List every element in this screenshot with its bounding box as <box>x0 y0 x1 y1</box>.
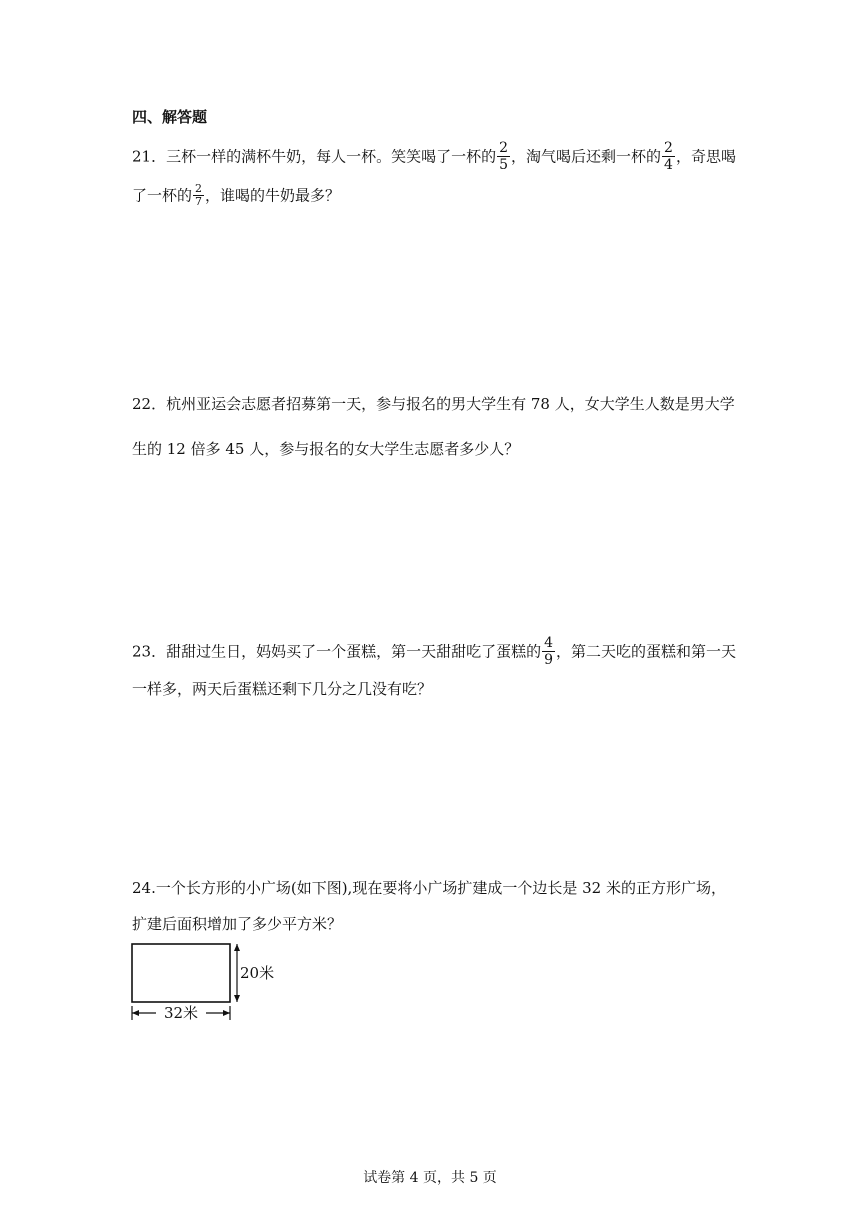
page-footer: 试卷第 4 页，共 5 页 <box>363 1170 497 1186</box>
fraction-numerator: 2 <box>664 140 673 156</box>
rectangle-diagram <box>124 940 274 1030</box>
question-21-line-2 <box>132 184 340 209</box>
fraction-two-sevenths <box>193 183 204 208</box>
q23-text-b: ，第二天吃的蛋糕和第一天 <box>556 642 737 661</box>
fraction-denominator: 9 <box>544 652 554 668</box>
q21-text-a: 21．三杯一样的满杯牛奶，每人一杯。笑笑喝了一杯的 <box>132 147 497 166</box>
width-arrow-left-icon <box>132 1010 139 1016</box>
question-23-line-2: 一样多，两天后蛋糕还剩下几分之几没有吃？ <box>132 680 433 698</box>
question-22-line-2: 生的 12 倍多 45 人，参与报名的女大学生志愿者多少人？ <box>132 440 520 458</box>
fraction-two-fifths <box>497 140 510 173</box>
question-21-line-1 <box>132 141 736 174</box>
height-arrow-up-icon <box>234 944 240 951</box>
question-22-line-1: 22．杭州亚运会志愿者招募第一天，参与报名的男大学生有 78 人，女大学生人数是男大学 <box>132 395 735 413</box>
fraction-numerator: 4 <box>544 635 554 651</box>
fraction-denominator: 4 <box>664 157 673 173</box>
rectangle-shape <box>132 944 230 1002</box>
question-24-line-2: 扩建后面积增加了多少平方米？ <box>132 915 343 933</box>
section-title: 四、解答题 <box>132 108 208 126</box>
width-arrow-right-icon <box>223 1010 230 1016</box>
width-label: 32米 <box>163 1004 199 1022</box>
question-24-line-1: 24.一个长方形的小广场(如下图),现在要将小广场扩建成一个边长是 32 米的正方形广场， <box>132 879 726 897</box>
q21-text-d: 了一杯的 <box>132 186 193 205</box>
fraction-denominator: 7 <box>195 195 203 208</box>
q21-text-b: ，淘气喝后还剩一杯的 <box>511 147 662 166</box>
q21-text-e: ，谁喝的牛奶最多？ <box>205 186 341 205</box>
q21-text-c: ，奇思喝 <box>675 147 736 166</box>
fraction-denominator: 5 <box>499 157 509 173</box>
height-label: 20米 <box>240 964 274 982</box>
fraction-four-ninths <box>542 635 555 668</box>
fraction-numerator: 2 <box>195 182 203 195</box>
question-23-line-1 <box>132 636 736 669</box>
q23-text-a: 23．甜甜过生日，妈妈买了一个蛋糕，第一天甜甜吃了蛋糕的 <box>132 642 542 661</box>
fraction-two-fourths <box>662 140 675 173</box>
fraction-numerator: 2 <box>499 140 509 156</box>
height-arrow-down-icon <box>234 995 240 1002</box>
